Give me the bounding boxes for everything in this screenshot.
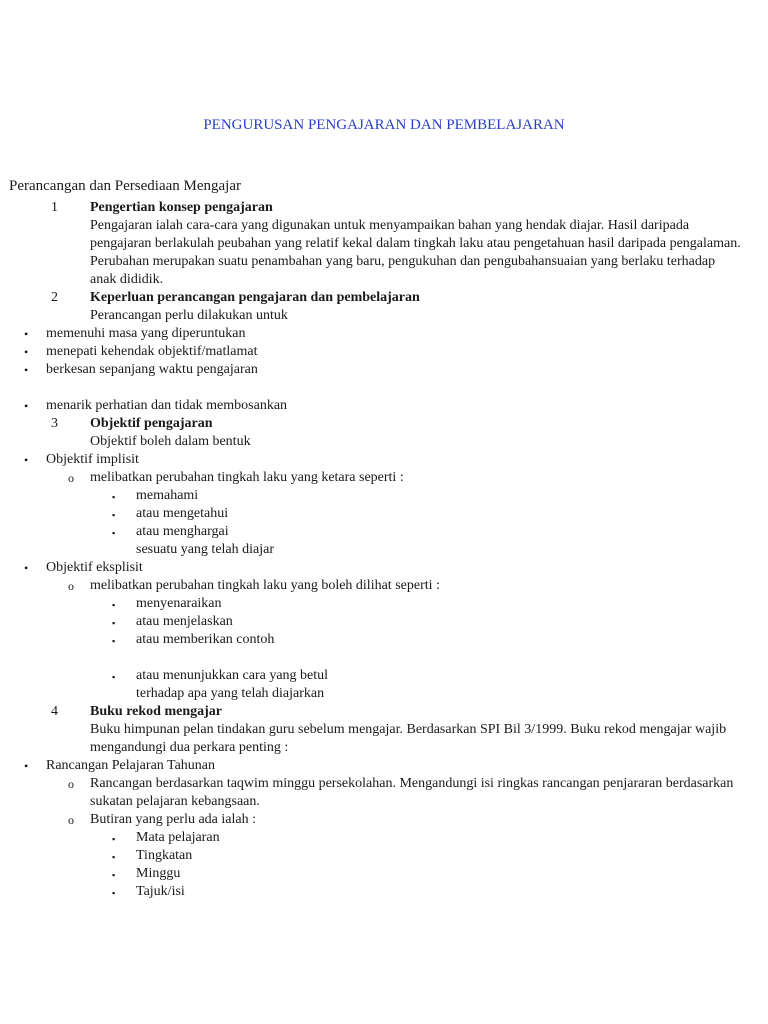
square-bullet-icon: ▪	[112, 510, 116, 520]
list-item: ▪ Mata pelajaran	[0, 829, 768, 847]
list-item: o melibatkan perubahan tingkah laku yang boleh dilihat seperti :	[68, 578, 440, 593]
item-number: 2	[51, 290, 58, 305]
square-bullet-icon: ▪	[112, 492, 116, 502]
section-heading: Perancangan dan Persediaan Mengajar	[9, 178, 241, 194]
square-bullet-icon: ▪	[112, 528, 116, 538]
circle-bullet-icon: o	[68, 471, 74, 485]
square-bullet-icon: ▪	[112, 834, 116, 844]
list-item: ▪ atau memberikan contoh	[0, 631, 768, 649]
item-paragraph: Perancangan perlu dilakukan untuk	[90, 308, 288, 323]
list-item: o melibatkan perubahan tingkah laku yang ketara seperti :	[68, 470, 404, 485]
blank-line	[0, 379, 768, 397]
list-item: ▪ memahami	[0, 487, 768, 505]
list-item: o Rancangan berdasarkan taqwim minggu persekolahan. Mengandungi isi ringkas rancangan penjararan berdasarkan sukatan pelajaran kebangsaan.	[68, 776, 734, 809]
square-bullet-icon: ▪	[112, 672, 116, 682]
item-title: Buku rekod mengajar	[90, 704, 222, 719]
circle-bullet-icon: o	[68, 777, 74, 791]
list-item: • Objektif eksplisit	[24, 560, 143, 575]
list-item: • berkesan sepanjang waktu pengajaran	[24, 362, 258, 377]
bullet-list	[0, 325, 768, 415]
list-item: • Rancangan Pelajaran Tahunan	[24, 758, 216, 773]
list-item: ▪ atau menjelaskan	[0, 613, 768, 631]
item-title: Pengertian konsep pengajaran	[90, 200, 273, 215]
sub-list	[0, 775, 742, 829]
list-item: ▪ atau menunjukkan cara yang betul	[0, 667, 768, 685]
list-item: • menepati kehendak objektif/matlamat	[24, 344, 258, 359]
item-title: Objektif pengajaran	[90, 416, 213, 431]
item-number: 1	[51, 200, 58, 215]
square-bullet-icon: ▪	[112, 870, 116, 880]
document-body	[0, 199, 768, 901]
list-item: • Objektif implisit	[24, 452, 139, 467]
bullet-list	[0, 559, 768, 577]
circle-bullet-icon: o	[68, 579, 74, 593]
list-item: • memenuhi masa yang diperuntukan	[24, 326, 246, 341]
list-item: o Butiran yang perlu ada ialah :	[68, 812, 256, 827]
item-paragraph: Objektif boleh dalam bentuk	[90, 434, 251, 449]
bullet-icon: •	[24, 327, 29, 341]
item-1	[0, 199, 768, 289]
list-item: ▪ atau mengetahui	[0, 505, 768, 523]
sub-list	[0, 577, 768, 595]
circle-bullet-icon: o	[68, 813, 74, 827]
item-number: 3	[51, 416, 58, 431]
page-title: PENGURUSAN PENGAJARAN DAN PEMBELAJARAN	[203, 117, 565, 133]
item-4	[0, 703, 768, 901]
square-bullet-icon: ▪	[112, 600, 116, 610]
bullet-icon: •	[24, 759, 29, 773]
list-item: ▪ atau menghargai	[0, 523, 768, 541]
sub-sub-list	[0, 487, 768, 541]
list-item: ▪ menyenaraikan	[0, 595, 768, 613]
bullet-list	[0, 451, 768, 469]
bullet-icon: •	[24, 363, 29, 377]
bullet-icon: •	[24, 345, 29, 359]
bullet-icon: •	[24, 399, 29, 413]
bullet-icon: •	[24, 561, 29, 575]
sub-sub-list	[0, 829, 768, 901]
continuation-text: terhadap apa yang telah diajarkan	[136, 686, 325, 701]
item-paragraph: Pengajaran ialah cara-cara yang digunakan untuk menyampaikan bahan yang hendak diajar. Hasil daripada pengajaran berlakulah peubahan yang relatif kekal dalam tingkah laku atau pengetahuan hasil daripada pengalaman. Perubahan merupakan suatu penambahan yang baru, pengukuhan dan pengubahansuaian yang berlaku terhadap anak dididik.	[90, 218, 741, 287]
item-number: 4	[51, 704, 58, 719]
blank-line	[0, 649, 768, 667]
list-item: ▪ Tajuk/isi	[0, 883, 768, 901]
square-bullet-icon: ▪	[112, 618, 116, 628]
bullet-list	[0, 757, 768, 775]
square-bullet-icon: ▪	[112, 852, 116, 862]
item-title: Keperluan perancangan pengajaran dan pembelajaran	[90, 290, 420, 305]
list-item: ▪ Tingkatan	[0, 847, 768, 865]
item-3	[0, 415, 768, 703]
square-bullet-icon: ▪	[112, 636, 116, 646]
list-item: • menarik perhatian dan tidak membosankan	[24, 398, 288, 413]
list-item: ▪ Minggu	[0, 865, 768, 883]
continuation-text: sesuatu yang telah diajar	[136, 542, 275, 557]
item-paragraph: Buku himpunan pelan tindakan guru sebelum mengajar. Berdasarkan SPI Bil 3/1999. Buku rekod mengajar wajib mengandungi dua perkara penting :	[90, 722, 727, 755]
square-bullet-icon: ▪	[112, 888, 116, 898]
sub-sub-list	[0, 595, 768, 685]
bullet-icon: •	[24, 453, 29, 467]
item-2	[0, 289, 768, 415]
sub-list	[0, 469, 768, 487]
